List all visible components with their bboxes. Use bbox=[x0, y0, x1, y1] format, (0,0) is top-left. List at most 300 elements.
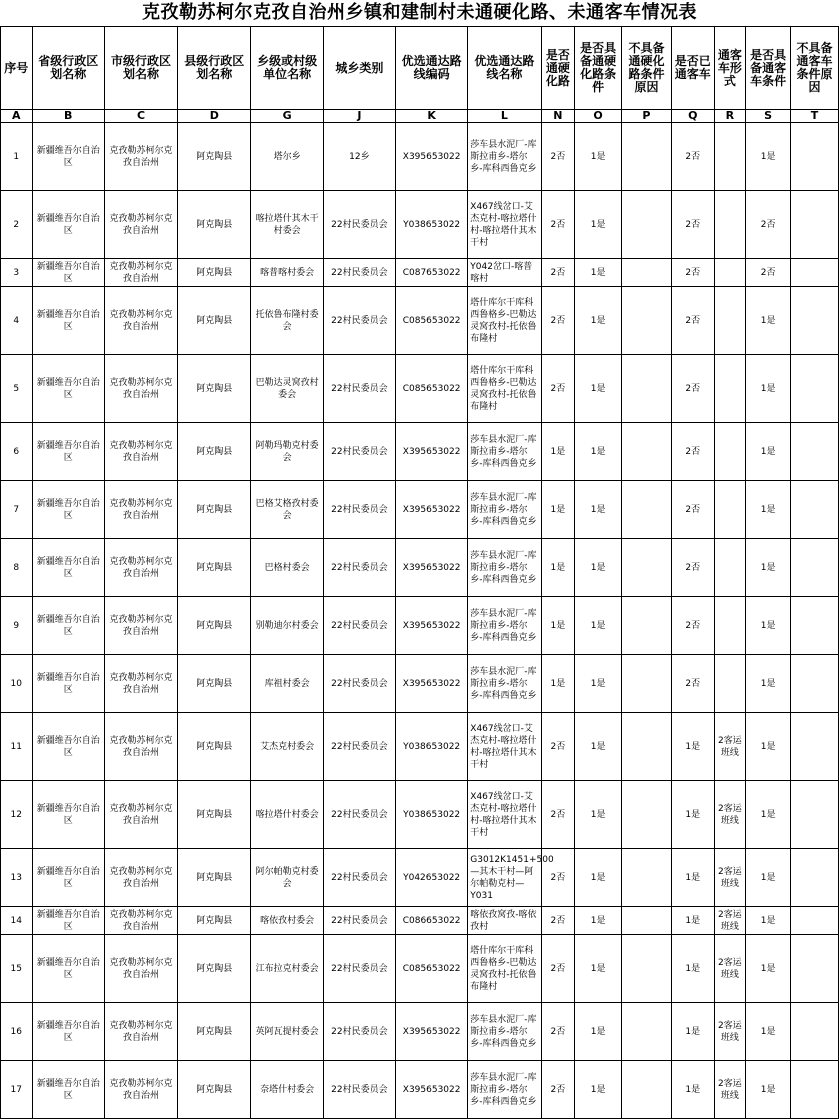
table-row bbox=[1, 123, 839, 191]
table-cell: Y042653022 bbox=[396, 849, 468, 907]
table-cell bbox=[791, 849, 839, 907]
table-cell: 巴格村委会 bbox=[251, 539, 323, 597]
table-cell: Y038653022 bbox=[396, 191, 468, 259]
table-cell: 克孜勒苏柯尔克孜自治州 bbox=[104, 287, 177, 355]
table-row bbox=[1, 1061, 839, 1119]
table-cell: 1是 bbox=[575, 1061, 622, 1119]
table-cell bbox=[622, 539, 672, 597]
table-cell: 22村民委员会 bbox=[323, 355, 395, 423]
table-cell: 2否 bbox=[746, 191, 791, 259]
table-cell: 1是 bbox=[746, 655, 791, 713]
table-cell: 新疆维吾尔自治区 bbox=[32, 539, 104, 597]
table-cell: 22村民委员会 bbox=[323, 907, 395, 935]
table-cell: 克孜勒苏柯尔克孜自治州 bbox=[104, 907, 177, 935]
table-cell: 2否 bbox=[541, 355, 575, 423]
table-cell: 阿克陶县 bbox=[178, 423, 251, 481]
column-header: 是否已通客车 bbox=[671, 27, 714, 110]
table-cell: 别勒迪尔村委会 bbox=[251, 597, 323, 655]
table-cell: 1是 bbox=[575, 597, 622, 655]
table-cell: 2否 bbox=[541, 287, 575, 355]
table-cell: 9 bbox=[1, 597, 33, 655]
table-cell: X395653022 bbox=[396, 1003, 468, 1061]
table-cell: 1是 bbox=[541, 423, 575, 481]
table-row bbox=[1, 1003, 839, 1061]
table-cell: 1是 bbox=[575, 539, 622, 597]
table-cell: 阿尔帕勒克村委会 bbox=[251, 849, 323, 907]
table-cell: C087653022 bbox=[396, 259, 468, 287]
table-cell: 2否 bbox=[671, 481, 714, 539]
table-cell: 3 bbox=[1, 259, 33, 287]
table-cell: 1是 bbox=[671, 907, 714, 935]
table-cell: Y038653022 bbox=[396, 781, 468, 849]
table-cell bbox=[791, 191, 839, 259]
table-cell: 2否 bbox=[541, 123, 575, 191]
table-cell: 库祖村委会 bbox=[251, 655, 323, 713]
table-cell: 新疆维吾尔自治区 bbox=[32, 655, 104, 713]
table-cell bbox=[714, 123, 746, 191]
column-header: 乡级或村级单位名称 bbox=[251, 27, 323, 110]
table-cell bbox=[791, 713, 839, 781]
table-row bbox=[1, 655, 839, 713]
table-cell: 克孜勒苏柯尔克孜自治州 bbox=[104, 259, 177, 287]
table-cell bbox=[791, 781, 839, 849]
table-cell: 1 bbox=[1, 123, 33, 191]
table-cell bbox=[791, 655, 839, 713]
table-cell: C085653022 bbox=[396, 355, 468, 423]
column-header: 是否具备通硬化路条件 bbox=[575, 27, 622, 110]
table-cell: C086653022 bbox=[396, 907, 468, 935]
table-cell: 阿克陶县 bbox=[178, 935, 251, 1003]
table-cell: 新疆维吾尔自治区 bbox=[32, 597, 104, 655]
table-cell: 1是 bbox=[575, 935, 622, 1003]
column-header: 市级行政区划名称 bbox=[104, 27, 177, 110]
table-row bbox=[1, 849, 839, 907]
table-cell: 新疆维吾尔自治区 bbox=[32, 849, 104, 907]
table-cell bbox=[791, 123, 839, 191]
table-cell: 1是 bbox=[746, 781, 791, 849]
table-cell: 阿克陶县 bbox=[178, 1003, 251, 1061]
table-cell: 15 bbox=[1, 935, 33, 1003]
table-cell: 2客运班线 bbox=[714, 1061, 746, 1119]
table-cell: 5 bbox=[1, 355, 33, 423]
table-row bbox=[1, 907, 839, 935]
table-cell: 13 bbox=[1, 849, 33, 907]
table-cell: 新疆维吾尔自治区 bbox=[32, 259, 104, 287]
table-cell bbox=[622, 423, 672, 481]
table-cell bbox=[714, 259, 746, 287]
table-cell bbox=[791, 259, 839, 287]
table-cell: 2否 bbox=[671, 123, 714, 191]
table-cell: X395653022 bbox=[396, 423, 468, 481]
table-cell: 1是 bbox=[746, 1061, 791, 1119]
table-cell: 2否 bbox=[671, 191, 714, 259]
table-cell: 巴勒达灵窝孜村委会 bbox=[251, 355, 323, 423]
table-cell: G3012K1451+500—其木干村—阿尔帕勒克村—Y031 bbox=[468, 849, 541, 907]
table-cell: 2客运班线 bbox=[714, 849, 746, 907]
table-row bbox=[1, 355, 839, 423]
table-cell bbox=[714, 355, 746, 423]
column-letter: Q bbox=[671, 110, 714, 123]
column-letter: P bbox=[622, 110, 672, 123]
table-cell bbox=[714, 481, 746, 539]
column-header: 不具备通客车条件原因 bbox=[791, 27, 839, 110]
table-cell: 1是 bbox=[671, 713, 714, 781]
table-cell: 2客运班线 bbox=[714, 935, 746, 1003]
table-cell: 2否 bbox=[671, 655, 714, 713]
table-cell: 莎车县水泥厂-库斯拉甫乡-塔尔乡-库科西鲁克乡 bbox=[468, 539, 541, 597]
table-cell: 22村民委员会 bbox=[323, 935, 395, 1003]
table-cell: 克孜勒苏柯尔克孜自治州 bbox=[104, 713, 177, 781]
table-cell: 阿克陶县 bbox=[178, 781, 251, 849]
table-row bbox=[1, 481, 839, 539]
table-cell: X467线岔口-艾杰克村-喀拉塔什村-喀拉塔什其木干村 bbox=[468, 781, 541, 849]
table-cell: 阿克陶县 bbox=[178, 259, 251, 287]
table-cell: 2否 bbox=[671, 355, 714, 423]
column-letter: J bbox=[323, 110, 395, 123]
column-header: 优选通达路线编码 bbox=[396, 27, 468, 110]
table-cell bbox=[791, 539, 839, 597]
table-cell: 喀普喀村委会 bbox=[251, 259, 323, 287]
table-cell bbox=[622, 259, 672, 287]
table-cell: 新疆维吾尔自治区 bbox=[32, 481, 104, 539]
table-cell: 新疆维吾尔自治区 bbox=[32, 1061, 104, 1119]
page-title: 克孜勒苏柯尔克孜自治州乡镇和建制村未通硬化路、未通客车情况表 bbox=[142, 2, 697, 23]
table-cell: 新疆维吾尔自治区 bbox=[32, 355, 104, 423]
table-cell: 喀依孜窝孜-喀依孜村 bbox=[468, 907, 541, 935]
table-cell: 英阿瓦提村委会 bbox=[251, 1003, 323, 1061]
table-cell: 2否 bbox=[541, 781, 575, 849]
table-cell: 阿克陶县 bbox=[178, 713, 251, 781]
table-cell: 1是 bbox=[575, 355, 622, 423]
column-header: 不具备通硬化路条件原因 bbox=[622, 27, 672, 110]
table-cell: 2否 bbox=[671, 287, 714, 355]
table-cell: 2客运班线 bbox=[714, 781, 746, 849]
table-cell: 2否 bbox=[541, 849, 575, 907]
table-cell: 7 bbox=[1, 481, 33, 539]
table-cell: X395653022 bbox=[396, 481, 468, 539]
table-cell bbox=[714, 597, 746, 655]
table-cell: 1是 bbox=[671, 935, 714, 1003]
table-cell bbox=[622, 287, 672, 355]
table-row bbox=[1, 191, 839, 259]
table-cell: 22村民委员会 bbox=[323, 713, 395, 781]
table-cell: 江布拉克村委会 bbox=[251, 935, 323, 1003]
table-row bbox=[1, 539, 839, 597]
table-cell: 莎车县水泥厂-库斯拉甫乡-塔尔乡-库科西鲁克乡 bbox=[468, 123, 541, 191]
table-cell: 1是 bbox=[746, 597, 791, 655]
table-cell: 喀拉塔什村委会 bbox=[251, 781, 323, 849]
table-cell: 阿克陶县 bbox=[178, 287, 251, 355]
table-cell: 莎车县水泥厂-库斯拉甫乡-塔尔乡-库科西鲁克乡 bbox=[468, 1003, 541, 1061]
table-cell: 2否 bbox=[671, 423, 714, 481]
table-cell: X395653022 bbox=[396, 1061, 468, 1119]
table-cell: 22村民委员会 bbox=[323, 597, 395, 655]
table-row bbox=[1, 713, 839, 781]
table-cell bbox=[622, 655, 672, 713]
table-cell: 1是 bbox=[746, 1003, 791, 1061]
table-cell: 1是 bbox=[575, 481, 622, 539]
table-cell: 6 bbox=[1, 423, 33, 481]
table-cell: 1是 bbox=[746, 539, 791, 597]
table-cell: 克孜勒苏柯尔克孜自治州 bbox=[104, 355, 177, 423]
table-row bbox=[1, 259, 839, 287]
table-cell: 托依鲁布隆村委会 bbox=[251, 287, 323, 355]
table-cell: 阿克陶县 bbox=[178, 481, 251, 539]
data-table bbox=[0, 26, 839, 1119]
table-cell bbox=[714, 655, 746, 713]
table-cell: 新疆维吾尔自治区 bbox=[32, 781, 104, 849]
table-cell: 1是 bbox=[541, 481, 575, 539]
table-cell: 2客运班线 bbox=[714, 1003, 746, 1061]
table-cell: 2否 bbox=[541, 1061, 575, 1119]
table-cell bbox=[622, 123, 672, 191]
table-cell: X395653022 bbox=[396, 597, 468, 655]
column-letter-row bbox=[1, 110, 839, 123]
table-cell bbox=[791, 355, 839, 423]
table-cell: 2否 bbox=[671, 259, 714, 287]
table-cell: 克孜勒苏柯尔克孜自治州 bbox=[104, 935, 177, 1003]
table-cell bbox=[791, 1003, 839, 1061]
table-cell: 塔什库尔干库科西鲁格乡-巴勒达灵窝孜村-托依鲁布隆村 bbox=[468, 355, 541, 423]
table-cell bbox=[622, 935, 672, 1003]
table-cell: X395653022 bbox=[396, 123, 468, 191]
table-cell: 新疆维吾尔自治区 bbox=[32, 713, 104, 781]
table-cell: 2否 bbox=[541, 191, 575, 259]
column-header: 县级行政区划名称 bbox=[178, 27, 251, 110]
table-cell bbox=[791, 935, 839, 1003]
table-cell: 1是 bbox=[746, 935, 791, 1003]
table-cell: Y038653022 bbox=[396, 713, 468, 781]
table-cell: 2客运班线 bbox=[714, 907, 746, 935]
column-header: 是否通硬化路 bbox=[541, 27, 575, 110]
table-cell: 阿克陶县 bbox=[178, 539, 251, 597]
table-cell: 新疆维吾尔自治区 bbox=[32, 935, 104, 1003]
column-header: 是否具备通客车条件 bbox=[746, 27, 791, 110]
table-cell bbox=[622, 907, 672, 935]
table-cell: 喀依孜村委会 bbox=[251, 907, 323, 935]
table-cell: 阿克陶县 bbox=[178, 191, 251, 259]
table-cell: 8 bbox=[1, 539, 33, 597]
table-cell: 2否 bbox=[541, 1003, 575, 1061]
table-cell: 克孜勒苏柯尔克孜自治州 bbox=[104, 539, 177, 597]
table-cell: 阿克陶县 bbox=[178, 655, 251, 713]
table-cell: 奈塔什村委会 bbox=[251, 1061, 323, 1119]
table-cell: 莎车县水泥厂-库斯拉甫乡-塔尔乡-库科西鲁克乡 bbox=[468, 597, 541, 655]
table-cell: 1是 bbox=[746, 355, 791, 423]
table-cell: 塔什库尔干库科西鲁格乡-巴勒达灵窝孜村-托依鲁布隆村 bbox=[468, 935, 541, 1003]
table-cell: 阿克陶县 bbox=[178, 1061, 251, 1119]
table-cell: 1是 bbox=[541, 655, 575, 713]
table-cell: 22村民委员会 bbox=[323, 259, 395, 287]
table-cell: 1是 bbox=[746, 123, 791, 191]
table-cell: 莎车县水泥厂-库斯拉甫乡-塔尔乡-库科西鲁克乡 bbox=[468, 481, 541, 539]
table-cell: 11 bbox=[1, 713, 33, 781]
table-cell: 10 bbox=[1, 655, 33, 713]
table-cell: 2 bbox=[1, 191, 33, 259]
table-cell: 2否 bbox=[541, 907, 575, 935]
column-letter: S bbox=[746, 110, 791, 123]
table-cell: 1是 bbox=[671, 781, 714, 849]
table-cell: 1是 bbox=[575, 655, 622, 713]
table-cell bbox=[622, 597, 672, 655]
table-cell bbox=[714, 539, 746, 597]
table-cell: 克孜勒苏柯尔克孜自治州 bbox=[104, 1061, 177, 1119]
table-cell: 4 bbox=[1, 287, 33, 355]
table-cell: 1是 bbox=[575, 1003, 622, 1061]
table-cell: 巴格艾格孜村委会 bbox=[251, 481, 323, 539]
table-cell: 塔尔乡 bbox=[251, 123, 323, 191]
table-cell: 1是 bbox=[575, 849, 622, 907]
table-cell: 克孜勒苏柯尔克孜自治州 bbox=[104, 481, 177, 539]
column-letter: R bbox=[714, 110, 746, 123]
table-body bbox=[1, 123, 839, 1119]
column-letter: N bbox=[541, 110, 575, 123]
table-cell: 1是 bbox=[575, 713, 622, 781]
table-cell: 艾杰克村委会 bbox=[251, 713, 323, 781]
table-cell bbox=[622, 355, 672, 423]
table-cell: 16 bbox=[1, 1003, 33, 1061]
table-cell: 1是 bbox=[575, 191, 622, 259]
table-cell: 22村民委员会 bbox=[323, 287, 395, 355]
table-cell: 22村民委员会 bbox=[323, 1003, 395, 1061]
table-cell: 新疆维吾尔自治区 bbox=[32, 191, 104, 259]
table-cell: 克孜勒苏柯尔克孜自治州 bbox=[104, 655, 177, 713]
table-cell: 1是 bbox=[575, 287, 622, 355]
table-cell: 1是 bbox=[746, 907, 791, 935]
table-cell bbox=[791, 481, 839, 539]
table-cell: 莎车县水泥厂-库斯拉甫乡-塔尔乡-库科西鲁克乡 bbox=[468, 655, 541, 713]
table-cell bbox=[791, 423, 839, 481]
table-cell: 1是 bbox=[671, 849, 714, 907]
table-cell bbox=[714, 287, 746, 355]
table-cell: X467线岔口-艾杰克村-喀拉塔什村-喀拉塔什其木干村 bbox=[468, 191, 541, 259]
table-cell: 2否 bbox=[541, 935, 575, 1003]
table-cell: C085653022 bbox=[396, 935, 468, 1003]
table-cell bbox=[622, 713, 672, 781]
column-header: 通客车形式 bbox=[714, 27, 746, 110]
table-cell: 阿克陶县 bbox=[178, 849, 251, 907]
table-cell: 莎车县水泥厂-库斯拉甫乡-塔尔乡-库科西鲁克乡 bbox=[468, 1061, 541, 1119]
table-cell: 克孜勒苏柯尔克孜自治州 bbox=[104, 423, 177, 481]
table-cell: 克孜勒苏柯尔克孜自治州 bbox=[104, 1003, 177, 1061]
table-cell: 22村民委员会 bbox=[323, 781, 395, 849]
table-cell: 1是 bbox=[746, 423, 791, 481]
table-cell: 22村民委员会 bbox=[323, 481, 395, 539]
table-cell: 1是 bbox=[575, 907, 622, 935]
table-cell bbox=[714, 191, 746, 259]
column-letter: G bbox=[251, 110, 323, 123]
table-cell: Y042岔口-喀普喀村 bbox=[468, 259, 541, 287]
header-row bbox=[1, 27, 839, 110]
table-cell: 新疆维吾尔自治区 bbox=[32, 423, 104, 481]
table-cell bbox=[791, 1061, 839, 1119]
table-cell: 克孜勒苏柯尔克孜自治州 bbox=[104, 849, 177, 907]
table-cell: 克孜勒苏柯尔克孜自治州 bbox=[104, 781, 177, 849]
table-cell: 2否 bbox=[541, 713, 575, 781]
table-row bbox=[1, 935, 839, 1003]
column-header: 城乡类别 bbox=[323, 27, 395, 110]
table-cell bbox=[622, 1061, 672, 1119]
table-cell: X395653022 bbox=[396, 655, 468, 713]
table-cell bbox=[622, 1003, 672, 1061]
table-cell: 克孜勒苏柯尔克孜自治州 bbox=[104, 191, 177, 259]
column-header: 优选通达路线名称 bbox=[468, 27, 541, 110]
table-cell: 2否 bbox=[541, 259, 575, 287]
table-cell: 2否 bbox=[671, 597, 714, 655]
table-cell: 14 bbox=[1, 907, 33, 935]
table-cell: X395653022 bbox=[396, 539, 468, 597]
table-cell bbox=[791, 597, 839, 655]
table-cell: 塔什库尔干库科西鲁格乡-巴勒达灵窝孜村-托依鲁布隆村 bbox=[468, 287, 541, 355]
table-cell: 新疆维吾尔自治区 bbox=[32, 287, 104, 355]
column-letter: L bbox=[468, 110, 541, 123]
table-cell: 22村民委员会 bbox=[323, 191, 395, 259]
table-cell bbox=[622, 849, 672, 907]
column-letter: A bbox=[1, 110, 33, 123]
table-cell: 1是 bbox=[746, 713, 791, 781]
column-letter: C bbox=[104, 110, 177, 123]
table-cell: 22村民委员会 bbox=[323, 423, 395, 481]
table-cell: 22村民委员会 bbox=[323, 1061, 395, 1119]
table-cell: 12乡 bbox=[323, 123, 395, 191]
table-cell: 克孜勒苏柯尔克孜自治州 bbox=[104, 123, 177, 191]
table-cell: 1是 bbox=[746, 849, 791, 907]
table-cell bbox=[622, 781, 672, 849]
table-cell: 喀拉塔什其木干村委会 bbox=[251, 191, 323, 259]
table-cell: X467线岔口-艾杰克村-喀拉塔什村-喀拉塔什其木干村 bbox=[468, 713, 541, 781]
table-cell: 阿克陶县 bbox=[178, 123, 251, 191]
table-cell: 1是 bbox=[575, 423, 622, 481]
table-cell: 22村民委员会 bbox=[323, 849, 395, 907]
table-cell: 22村民委员会 bbox=[323, 655, 395, 713]
table-cell: 阿克陶县 bbox=[178, 355, 251, 423]
table-cell: 1是 bbox=[541, 539, 575, 597]
table-cell bbox=[791, 907, 839, 935]
table-row bbox=[1, 597, 839, 655]
table-cell: 1是 bbox=[541, 597, 575, 655]
table-cell: 新疆维吾尔自治区 bbox=[32, 907, 104, 935]
table-cell: 1是 bbox=[671, 1061, 714, 1119]
table-cell: 新疆维吾尔自治区 bbox=[32, 123, 104, 191]
column-letter: O bbox=[575, 110, 622, 123]
column-header: 省级行政区划名称 bbox=[32, 27, 104, 110]
column-letter: T bbox=[791, 110, 839, 123]
column-letter: K bbox=[396, 110, 468, 123]
table-cell: 1是 bbox=[746, 287, 791, 355]
table-cell: 1是 bbox=[746, 481, 791, 539]
table-cell: 新疆维吾尔自治区 bbox=[32, 1003, 104, 1061]
column-header: 序号 bbox=[1, 27, 33, 110]
table-cell bbox=[791, 287, 839, 355]
table-cell: 阿克陶县 bbox=[178, 907, 251, 935]
table-cell bbox=[622, 481, 672, 539]
column-letter: D bbox=[178, 110, 251, 123]
table-cell: C085653022 bbox=[396, 287, 468, 355]
table-cell: 莎车县水泥厂-库斯拉甫乡-塔尔乡-库科西鲁克乡 bbox=[468, 423, 541, 481]
table-cell: 2客运班线 bbox=[714, 713, 746, 781]
table-cell bbox=[622, 191, 672, 259]
table-cell bbox=[714, 423, 746, 481]
table-cell: 2否 bbox=[746, 259, 791, 287]
table-cell: 阿克陶县 bbox=[178, 597, 251, 655]
table-cell: 17 bbox=[1, 1061, 33, 1119]
table-cell: 阿勒玛勒克村委会 bbox=[251, 423, 323, 481]
table-cell: 1是 bbox=[671, 1003, 714, 1061]
table-cell: 22村民委员会 bbox=[323, 539, 395, 597]
table-cell: 1是 bbox=[575, 259, 622, 287]
table-cell: 1是 bbox=[575, 123, 622, 191]
table-row bbox=[1, 287, 839, 355]
